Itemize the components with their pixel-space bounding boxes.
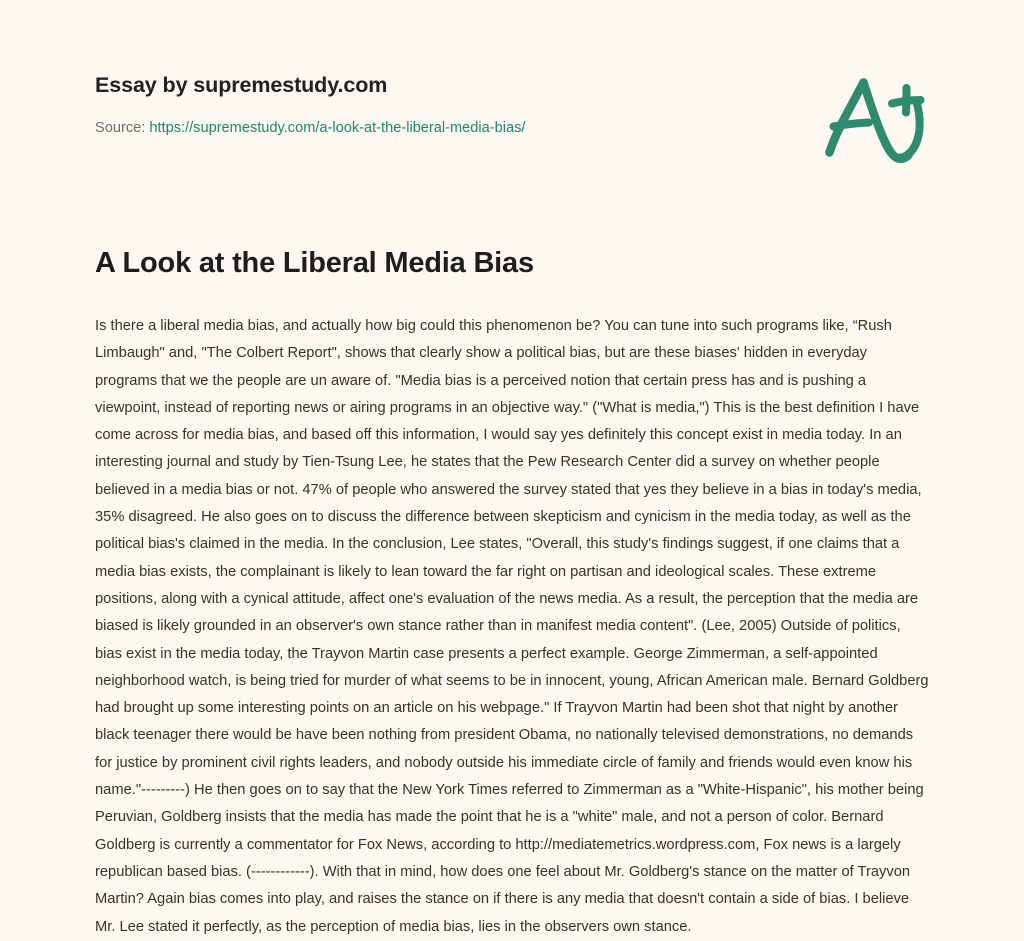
essay-body <box>95 313 931 941</box>
page-header <box>0 0 1024 200</box>
byline: Essay by supremestudy.com <box>95 73 388 97</box>
essay-body-paragraph: Is there a liberal media bias, and actually how big could this phenomenon be? You can tune into such programs like, “Rush Limbaugh" and, "The Colbert Report", shows that clearly show a political bias, but are these biases' hidden in everyday programs that we the people are un aware of. "Media bias is a perceived notion that certain press has and is pushing a viewpoint, instead of reporting news or airing programs in an objective way." ("What is media,") This is the best definition I have come across for media bias, and based off this information, I would say yes definitely this concept exist in media today. In an interesting journal and study by Tien-Tsung Lee, he states that the Pew Research Center did a survey on whether people believed in a media bias or not. 47% of people who answered the survey stated that yes they believe in a bias in today's media, 35% disagreed. He also goes on to discuss the difference between skepticism and cynicism in the media today, as well as the political bias's claimed in the media. In the conclusion, Lee states, "Overall, this study's findings suggest, if one claims that a media bias exists, the complainant is likely to lean toward the far right on partisan and ideological scales. These extreme positions, along with a cynical attitude, affect one's evaluation of the news media. As a result, the perception that the media are biased is likely grounded in an observer's own stance rather than in manifest media content". (Lee, 2005) Outside of politics, bias exist in the media today, the Trayvon Martin case presents a perfect example. George Zimmerman, a self-appointed neighborhood watch, is being tried for murder of what seems to be in innocent, young, African American male. Bernard Goldberg had brought up some interesting points on an article on his webpage." If Trayvon Martin had been shot that night by another black teenager there would be have been nothing from president Obama, no nationally televised demonstrations, no demands for justice by prominent civil rights leaders, and nobody outside his immediate circle of family and friends would even know his name."---------) He then goes on to say that the New York Times referred to Zimmerman as a "White-Hispanic", his mother being Peruvian, Goldberg insists that the media has made the point that he is a "white" male, and not a person of color. Bernard Goldberg is currently a commentator for Fox News, according to http://mediatemetrics.wordpress.com, Fox news is a largely republican based bias. (------------). With that in mind, how does one feel about Mr. Goldberg's stance on the matter of Trayvon Martin? Again bias comes into play, and raises the stance on if there is any media that doesn't contain a side of bias. I believe Mr. Lee stated it perfectly, as the perception of media bias, lies in the observers own stance. <box>95 318 929 935</box>
source-line <box>95 120 525 136</box>
source-url-link[interactable]: https://supremestudy.com/a-look-at-the-liberal-media-bias/ <box>149 120 526 136</box>
source-label: Source: <box>95 120 146 136</box>
a-plus-logo-icon <box>818 72 930 168</box>
essay-title: A Look at the Liberal Media Bias <box>95 247 534 279</box>
